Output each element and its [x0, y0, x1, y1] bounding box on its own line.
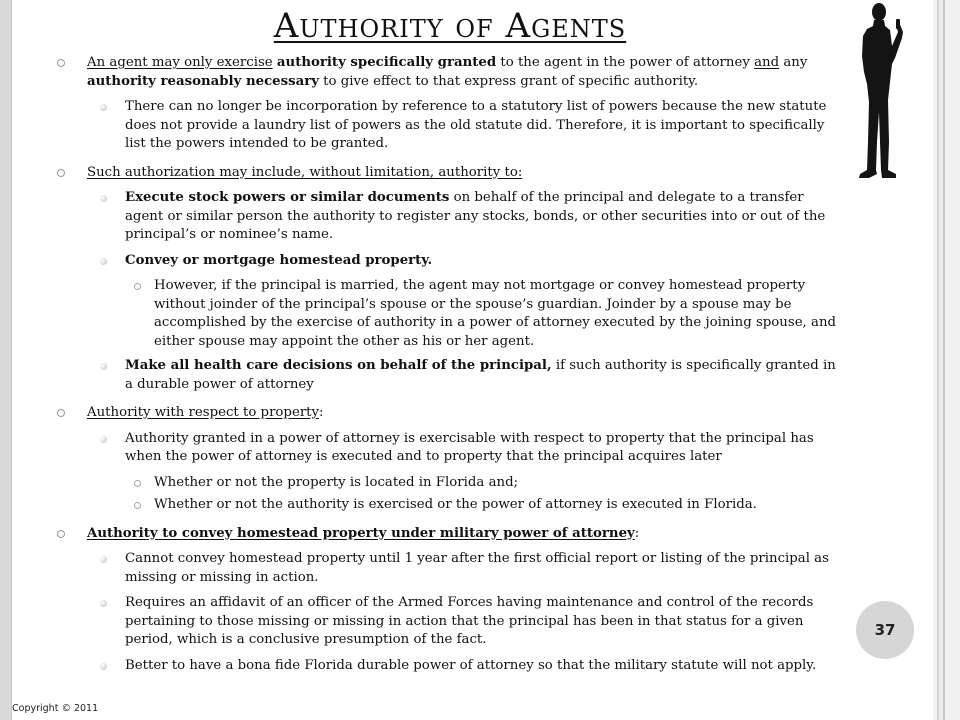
text-plain: There can no longer be incorporation by reference to a statutory list of powers because the new statute does not provide a laundry list of powers as the old statute did. Therefore, it is important to specifically list the powers intended to be granted.: [125, 99, 827, 151]
text-bold: Convey or mortgage homestead property.: [125, 252, 433, 268]
list-item: [56, 404, 841, 423]
text-plain: Cannot convey homestead property until 1 year after the first official report or listing of the principal as missing or missing in action.: [125, 551, 829, 585]
text-plain: if such authority is specifically granted in a durable power of attorney: [125, 358, 836, 392]
list-item: [56, 189, 841, 245]
agent-silhouette-icon: [852, 2, 910, 180]
copyright-notice: Copyright © 2011: [12, 703, 99, 714]
text-plain: to give effect to that express grant of specific authority.: [318, 73, 699, 89]
list-item: [56, 594, 841, 650]
text-bold: Make all health care decisions on behalf of the principal,: [125, 358, 552, 373]
dot-bullet-icon: [100, 195, 107, 202]
text-plain: any: [779, 55, 808, 70]
section-heading: Such authorization may include, without limitation, authority to:: [87, 164, 523, 180]
text-plain: However, if the principal is married, the agent may not mortgage or convey homestead property without joinder of the principal’s spouse or the spouse’s guardian. Joinder by a spouse may be accomplished by the exercise of authority in a power of attorney executed by the joining spouse, and either spouse may appoint the other as his or her agent.: [154, 278, 837, 349]
text-plain: :: [319, 405, 324, 420]
ring-bullet-icon: [57, 59, 65, 67]
dot-bullet-icon: [100, 556, 107, 563]
list-item: [56, 657, 841, 676]
dot-bullet-icon: [100, 104, 107, 111]
section-heading: Authority with respect to property: [87, 405, 320, 420]
list-item: [56, 164, 841, 183]
section-heading: Authority to convey homestead property under military power of attorney: [87, 525, 635, 541]
list-item: [56, 277, 841, 351]
slide-frame-left: [0, 0, 12, 720]
text-bold: Execute stock powers or similar documents: [125, 190, 450, 205]
text-plain: :: [634, 525, 640, 541]
dot-bullet-icon: [100, 663, 107, 670]
slide-title-text: Authority of Agents: [273, 6, 627, 46]
list-item: [56, 496, 841, 515]
text-plain: Whether or not the authority is exercised or the power of attorney is executed in Florida.: [154, 497, 757, 512]
list-item: [56, 252, 841, 271]
text-plain: Authority granted in a power of attorney is exercisable with respect to property that the principal has when the power of attorney is executed and to property that the principal acquires later: [125, 430, 814, 464]
ring-bullet-icon: [134, 283, 141, 290]
ring-bullet-icon: [57, 530, 65, 538]
text-underlined: An agent may only exercise: [87, 55, 273, 70]
list-item: [56, 430, 841, 467]
slide-body: [56, 54, 841, 682]
dot-bullet-icon: [100, 258, 107, 265]
list-item: [56, 474, 841, 493]
list-item: [56, 525, 841, 544]
ring-bullet-icon: [134, 480, 141, 487]
text-plain: to the agent in the power of attorney: [496, 55, 755, 70]
ring-bullet-icon: [134, 502, 141, 509]
page-number-badge: [856, 601, 914, 659]
text-plain: Better to have a bona fide Florida durable power of attorney so that the military statute will not apply.: [125, 657, 817, 673]
text-plain: on behalf of the principal and delegate to a transfer agent or similar person the authority to register any stocks, bonds, or other securities into or out of the principal’s or nominee’s name.: [125, 190, 826, 242]
list-item: [56, 54, 841, 91]
dot-bullet-icon: [100, 363, 107, 370]
ring-bullet-icon: [57, 169, 65, 177]
ring-bullet-icon: [57, 409, 65, 417]
list-item: [56, 98, 841, 154]
page-number: 37: [874, 621, 896, 639]
text-bold: authority reasonably necessary: [87, 73, 319, 89]
slide-title: [0, 6, 900, 46]
dot-bullet-icon: [100, 600, 107, 607]
list-item: [56, 550, 841, 587]
text-bold: authority specifically granted: [276, 55, 497, 70]
text-plain: Requires an affidavit of an officer of the Armed Forces having maintenance and control of the records pertaining to those missing or missing in action that the principal has been in that status for a given period, which is a conclusive presumption of the fact.: [125, 595, 814, 647]
text-plain: Whether or not the property is located in Florida and;: [154, 474, 519, 490]
list-item: [56, 357, 841, 394]
slide-frame-right: [933, 0, 960, 720]
dot-bullet-icon: [100, 436, 107, 443]
text-underlined: and: [754, 55, 780, 70]
